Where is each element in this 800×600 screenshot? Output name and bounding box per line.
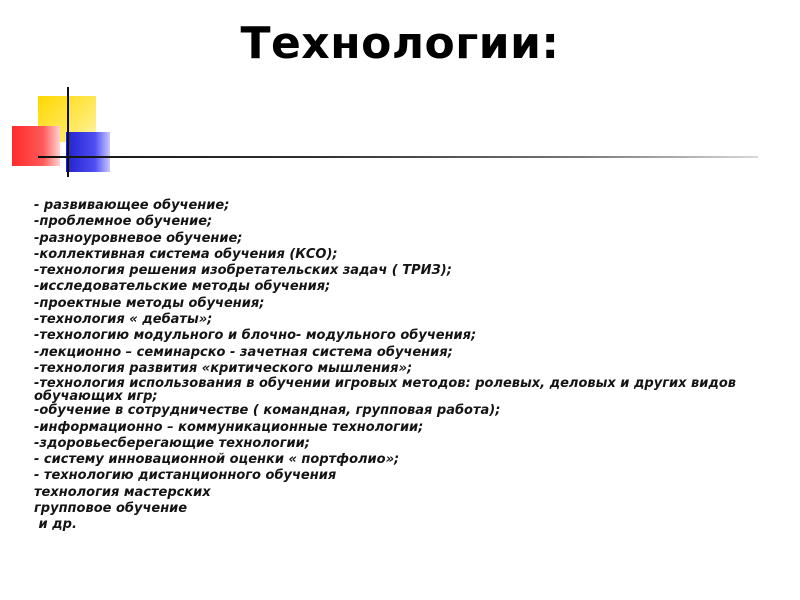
list-item: -информационно – коммуникационные технологии; [34,419,424,435]
list-item: -исследовательские методы обучения; [34,279,331,295]
list-item: - систему инновационной оценки « портфолио»; [34,452,400,468]
technology-list [34,198,774,534]
list-item: - развивающее обучение; [34,198,230,213]
list-item: -проблемное обучение; [34,214,213,230]
list-item: -здоровьесберегающие технологии; [34,435,310,451]
list-item: -технология использования в обучении игровых методов: ролевых, деловых и других видов обучающих игр; [34,376,736,405]
list-item: -коллективная система обучения (КСО); [34,246,338,262]
list-item: -технологию модульного и блочно- модульного обучения; [34,328,477,344]
list-item: -проектные методы обучения; [34,295,265,311]
list-item: -технология решения изобретательских задач ( ТРИЗ); [34,263,452,279]
list-item: -лекционно – семинарско - зачетная система обучения; [34,344,453,360]
list-item: - технологию дистанционного обучения [34,468,337,484]
decor-vertical-line [67,87,69,177]
list-item: технология мастерских [34,484,211,500]
list-item: групповое обучение [34,501,188,517]
list-item: и др. [34,517,77,533]
title-divider-line [38,156,758,158]
list-item: -обучение в сотрудничестве ( командная, групповая работа); [34,403,501,419]
list-item: -технология развития «критического мышления»; [34,360,413,376]
list-item: -разноуровневое обучение; [34,230,243,246]
slide-title: Технологии: [240,18,560,69]
decor-blue-square [66,132,110,172]
list-item: -технология « дебаты»; [34,312,213,328]
decor-red-square [12,126,60,166]
